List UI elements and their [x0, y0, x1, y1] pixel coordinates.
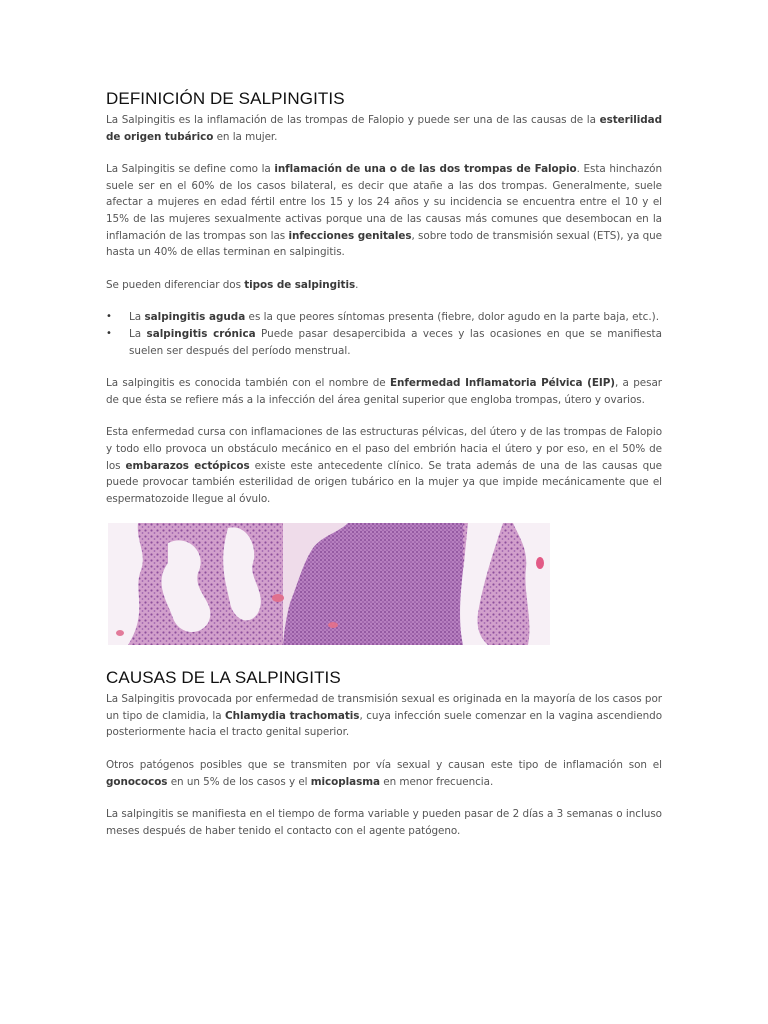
list-item: • La salpingitis crónica Puede pasar desapercibida a veces y las ocasiones en que se manifiesta suelen ser después del período menstrual.: [106, 327, 662, 357]
paragraph: La Salpingitis es la inflamación de las trompas de Falopio y puede ser una de las causas de la esterilidad de origen tubárico en la mujer.: [106, 114, 662, 143]
bullet-icon: •: [106, 327, 112, 339]
paragraph: Esta enfermedad cursa con inflamaciones de las estructuras pélvicas, del útero y de las trompas de Falopio y todo ello provoca un obstáculo mecánico en el paso del embrión hacia el útero y por eso, en el 50% de los embarazos ectópicos existe este antecedente clínico. Se trata además de una de las causas que puede provocar también esterilidad de origen tubárico en la mujer ya que impide mecánicamente que el espermatozoide llegue al óvulo.: [106, 426, 663, 505]
list-item: • La salpingitis aguda es la que peores síntomas presenta (fiebre, dolor agudo en la parte baja, etc.).: [106, 309, 662, 326]
bullet-list: [106, 309, 662, 359]
paragraph: La salpingitis se manifiesta en el tiempo de forma variable y pueden pasar de 2 días a 3 semanas o incluso meses después de haber tenido el contacto con el agente patógeno.: [106, 808, 662, 837]
paragraph: Se pueden diferenciar dos tipos de salpingitis.: [106, 278, 359, 291]
document-content: [106, 88, 662, 855]
paragraph: La salpingitis es conocida también con el nombre de Enfermedad Inflamatoria Pélvica (EIP), a pesar de que ésta se refiere más a la infección del área genital superior que engloba trompas, útero y ovarios.: [106, 377, 662, 406]
histology-image: [108, 523, 550, 645]
paragraph: La Salpingitis se define como la inflamación de una o de las dos trompas de Falopio. Esta hinchazón suele ser en el 60% de los casos bilateral, es decir que atañe a las dos trompas. Generalmente, suele afectar a mujeres en edad fértil entre los 15 y los 24 años y su incidencia se encuentra entre el 10 y el 15% de las mujeres sexualmente activas porque una de las causas más comunes que desembocan en la inflamación de las trompas son las infecciones genitales, sobre todo de transmisión sexual (ETS), ya que hasta un 40% de ellas terminan en salpingitis.: [106, 163, 662, 259]
section-title-causas: CAUSAS DE LA SALPINGITIS: [106, 668, 341, 688]
paragraph: La Salpingitis provocada por enfermedad de transmisión sexual es originada en la mayoría de los casos por un tipo de clamidia, la Chlamydia trachomatis, cuya infección suele comenzar en la vagina ascendiendo posteriormente hacia el tracto genital superior.: [106, 693, 662, 739]
bullet-icon: •: [106, 311, 112, 323]
histology-micrograph-illustration: [108, 523, 550, 645]
paragraph: Otros patógenos posibles que se transmiten por vía sexual y causan este tipo de inflamación son el gonococos en un 5% de los casos y el micoplasma en menor frecuencia.: [106, 759, 662, 788]
section-title-definicion: DEFINICIÓN DE SALPINGITIS: [106, 89, 345, 108]
